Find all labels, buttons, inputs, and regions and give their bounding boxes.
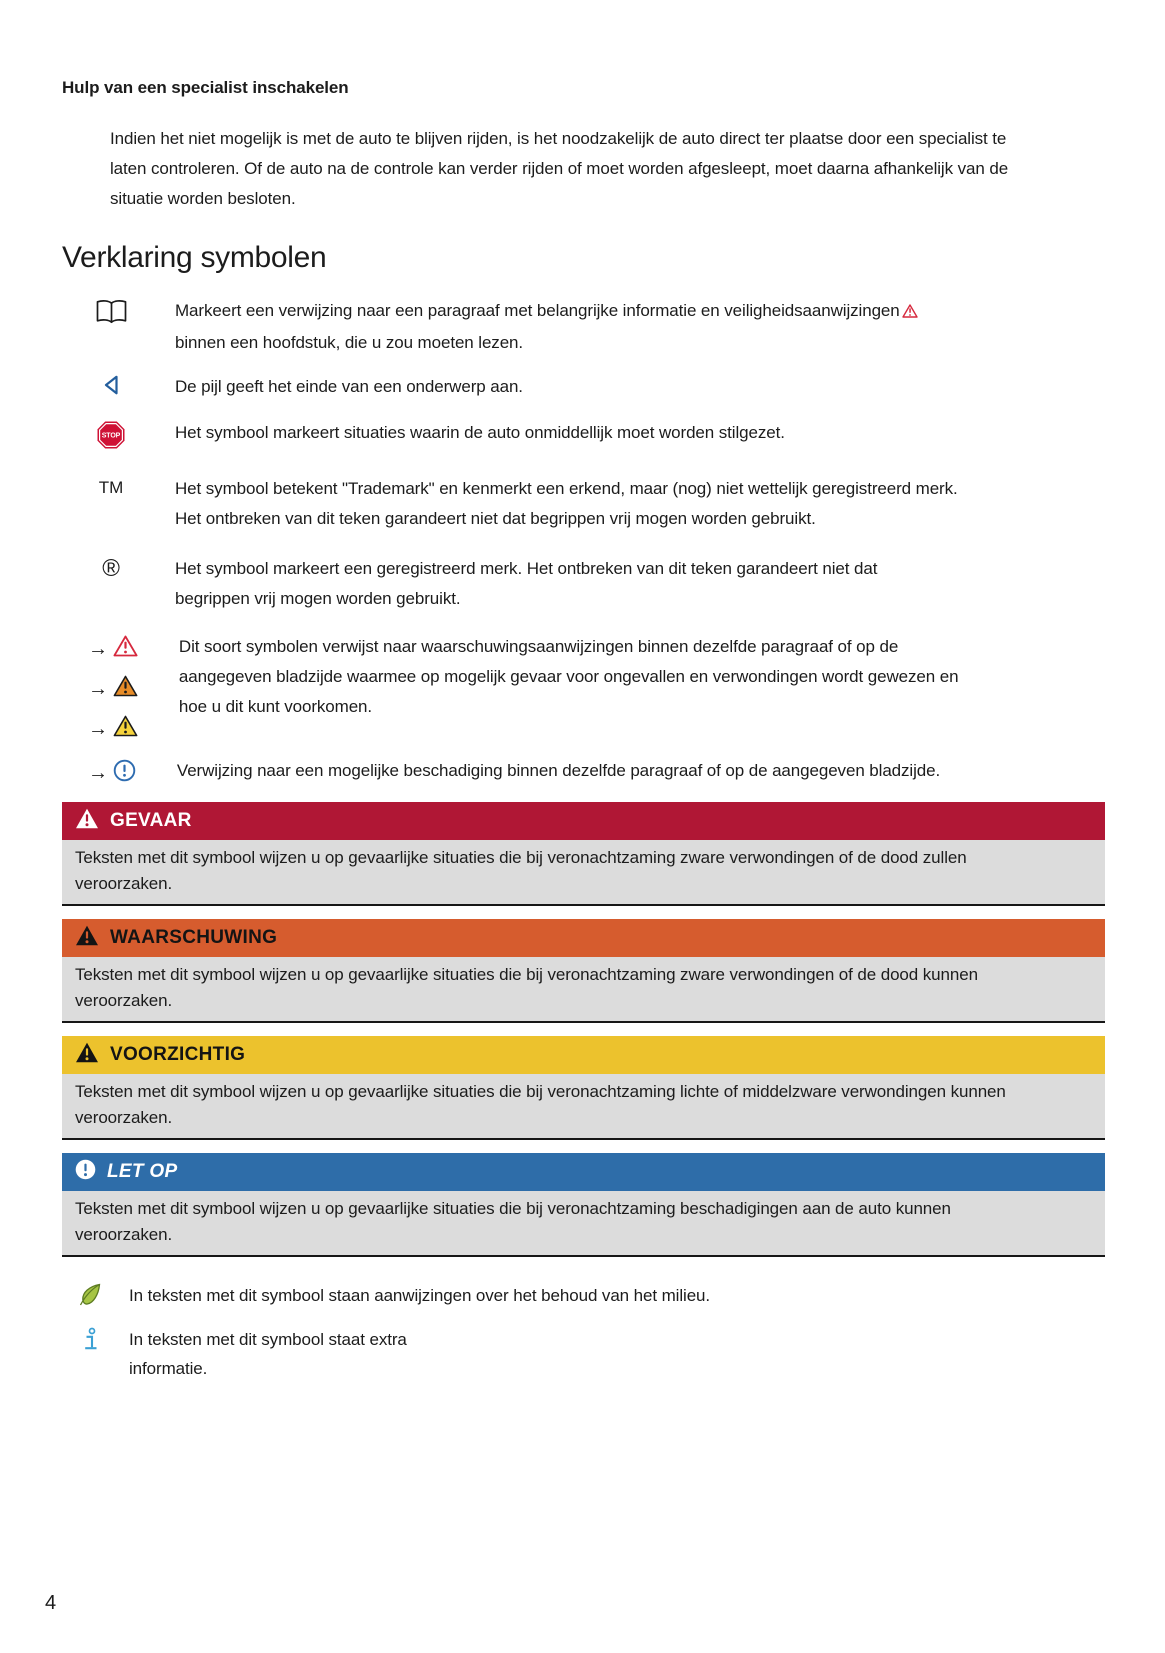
arrow-glyph: → [88,762,108,784]
arrow-glyph: → [88,677,108,700]
trademark-symbol: TM [98,478,124,497]
list-item [62,418,1105,454]
warning-arrow-orange [88,675,138,702]
list-item [62,474,1105,534]
info-icon [82,1327,99,1357]
symbol-list [62,296,1105,787]
arrow-glyph: → [88,717,108,740]
blue-exclamation-circle-icon [113,759,136,787]
notice-body: Teksten met dit symbool wijzen u op gevaarlijke situaties die bij veronachtzaming zware verwondingen of de dood kunnen veroorzaken. [62,957,1105,1023]
notice-label: GEVAAR [110,810,192,831]
notice-danger [62,802,1105,906]
leaf-icon [78,1283,102,1311]
symbol-description: Het symbool markeert een geregistreerd merk. Het ontbreken van dit teken garandeert niet dat begrippen vrij mogen worden gebruikt. [175,559,878,608]
page-content [62,78,1105,1383]
white-exclamation-circle-icon [75,1159,96,1185]
black-warning-triangle-icon [75,925,99,951]
symbol-description: Het symbool betekent "Trademark" en kenmerkt een erkend, maar (nog) niet wettelijk geregistreerd merk. Het ontbreken van dit teken garandeert niet dat begrippen vrij mogen worden gebruikt. [175,479,958,528]
symbol-description: De pijl geeft het einde van een onderwerp aan. [175,377,523,396]
notice-caution [62,1036,1105,1140]
warning-arrow-yellow [88,715,138,742]
list-item [62,372,1105,402]
notice-body: Teksten met dit symbool wijzen u op gevaarlijke situaties die bij veronachtzaming zware verwondingen of de dood zullen veroorzaken. [62,840,1105,906]
red-outline-warning-triangle-icon [113,635,138,662]
info-note-text: In teksten met dit symbool staat extra informatie. [129,1330,407,1378]
info-note [62,1325,1105,1383]
registered-symbol: ® [102,555,120,582]
orange-warning-triangle-icon [113,675,138,702]
black-warning-triangle-icon [75,1042,99,1068]
page-number: 4 [45,1592,57,1614]
symbol-description: Dit soort symbolen verwijst naar waarschuwingsaanwijzingen binnen dezelfde paragraaf of op de aangegeven bladzijde waarmee op mogelijk gevaar voor ongevallen en verwondingen wordt gewezen en hoe u dit kunt voorkomen. [178,637,959,716]
notice-note [62,1153,1105,1257]
open-book-icon [95,299,128,330]
symbol-description: Het symbool markeert situaties waarin de auto onmiddellijk moet worden stilgezet. [175,423,785,442]
list-item [62,756,1105,787]
environment-note [62,1281,1105,1311]
notice-body: Teksten met dit symbool wijzen u op gevaarlijke situaties die bij veronachtzaming lichte of middelzware verwondingen kunnen veroorzaken. [62,1074,1105,1140]
notice-body: Teksten met dit symbool wijzen u op gevaarlijke situaties die bij veronachtzaming beschadigingen aan de auto kunnen veroorzaken. [62,1191,1105,1257]
symbol-description: Verwijzing naar een mogelijke beschadiging binnen dezelfde paragraaf of op de aangegeven bladzijde. [176,761,941,780]
intro-paragraph: Indien het niet mogelijk is met de auto te blijven rijden, is het noodzakelijk de auto direct ter plaatse door een specialist te laten controleren. Of de auto na de controle kan verder rijden of moet worden afgesleept, moet daarna afhankelijk van de situatie worden besloten. [110,129,1009,208]
list-item [62,632,1105,742]
notice-banner [62,1036,1105,1074]
notice-banner [62,919,1105,957]
list-item [62,296,1105,358]
red-warning-triangle-icon [902,303,918,322]
page-title: Verklaring symbolen [62,241,327,274]
warning-arrow-red [88,635,138,662]
notice-banner [62,802,1105,840]
white-warning-triangle-icon [75,808,99,834]
svg-text:STOP: STOP [101,432,121,440]
section-subheading: Hulp van een specialist inschakelen [62,78,349,97]
notice-warning [62,919,1105,1023]
end-of-topic-arrow-icon [103,375,119,400]
list-item [62,554,1105,614]
stop-sign-icon [97,421,125,454]
arrow-glyph: → [88,637,108,660]
notice-label: LET OP [107,1161,178,1182]
yellow-warning-triangle-icon [113,715,138,742]
environment-note-text: In teksten met dit symbool staan aanwijzingen over het behoud van het milieu. [129,1286,711,1305]
damage-arrow [88,759,136,787]
notice-banner [62,1153,1105,1191]
symbol-description: Markeert een verwijzing naar een paragraaf met belangrijke informatie en veiligheidsaanwijzingen binnen een hoofdstuk, die u zou moeten lezen. [175,296,918,358]
notice-label: WAARSCHUWING [110,927,278,948]
notice-label: VOORZICHTIG [110,1044,246,1065]
